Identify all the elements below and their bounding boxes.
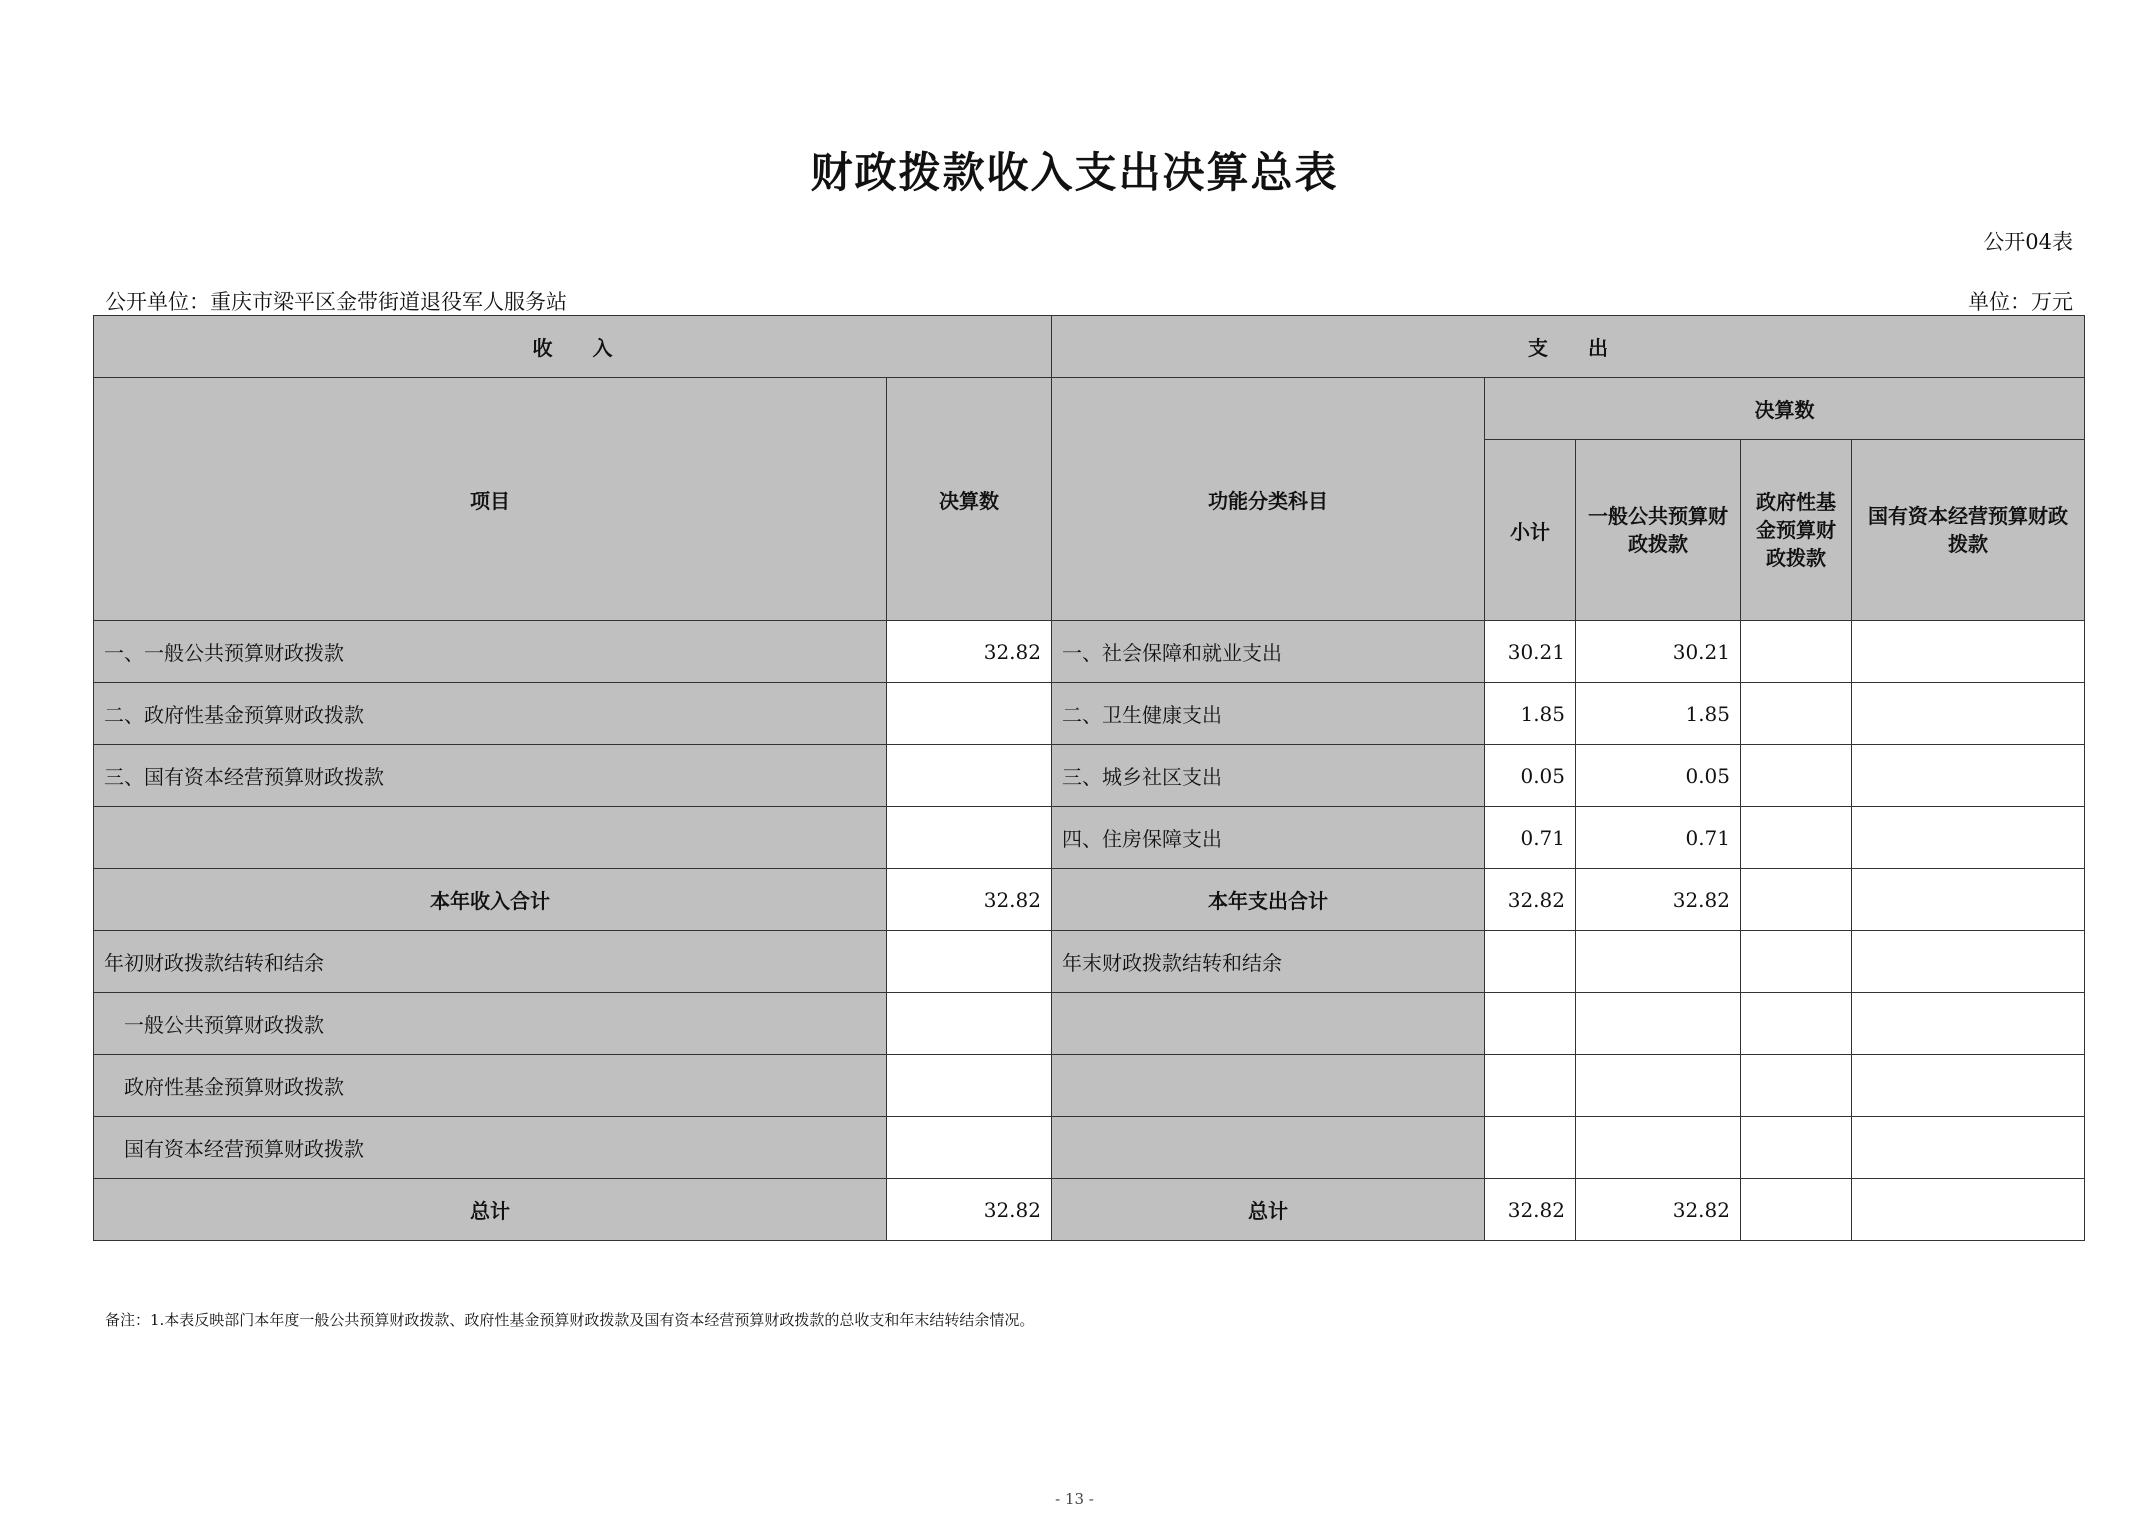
gov-fund-value bbox=[1741, 745, 1852, 807]
final-amount-header: 决算数 bbox=[1485, 378, 2085, 440]
table-row bbox=[94, 807, 2085, 869]
page-title: 财政拨款收入支出决算总表 bbox=[810, 148, 1339, 197]
general-value: 32.82 bbox=[1576, 869, 1741, 931]
table-row bbox=[94, 745, 2085, 807]
expense-item: 本年支出合计 bbox=[1052, 869, 1485, 931]
gov-fund-value bbox=[1741, 1055, 1852, 1117]
function-column-header: 功能分类科目 bbox=[1052, 378, 1485, 621]
form-number: 公开04表 bbox=[1983, 230, 2073, 254]
income-item bbox=[94, 807, 887, 869]
income-amount bbox=[887, 1055, 1052, 1117]
general-value: 32.82 bbox=[1576, 1179, 1741, 1241]
table-row bbox=[94, 1055, 2085, 1117]
gov-fund-value bbox=[1741, 807, 1852, 869]
general-value bbox=[1576, 1055, 1741, 1117]
income-item: 三、国有资本经营预算财政拨款 bbox=[94, 745, 887, 807]
table-row bbox=[94, 621, 2085, 683]
expense-item: 一、社会保障和就业支出 bbox=[1052, 621, 1485, 683]
income-amount: 32.82 bbox=[887, 1179, 1052, 1241]
general-value: 0.05 bbox=[1576, 745, 1741, 807]
income-amount bbox=[887, 807, 1052, 869]
state-capital-value bbox=[1852, 993, 2085, 1055]
appropriation-summary-table bbox=[93, 315, 2085, 1241]
table-row bbox=[94, 1117, 2085, 1179]
subtotal-value: 32.82 bbox=[1485, 869, 1576, 931]
gov-fund-value bbox=[1741, 1179, 1852, 1241]
subtotal-value bbox=[1485, 1055, 1576, 1117]
expense-item: 年末财政拨款结转和结余 bbox=[1052, 931, 1485, 993]
subtotal-value bbox=[1485, 993, 1576, 1055]
general-value bbox=[1576, 993, 1741, 1055]
income-amount bbox=[887, 993, 1052, 1055]
general-value bbox=[1576, 1117, 1741, 1179]
state-capital-value bbox=[1852, 931, 2085, 993]
income-item: 年初财政拨款结转和结余 bbox=[94, 931, 887, 993]
income-amount: 32.82 bbox=[887, 621, 1052, 683]
currency-unit: 单位：万元 bbox=[1968, 290, 2073, 314]
amount-column-header: 决算数 bbox=[887, 378, 1052, 621]
annual-total-row bbox=[94, 869, 2085, 931]
reporting-unit: 公开单位：重庆市梁平区金带街道退役军人服务站 bbox=[105, 290, 567, 314]
expense-header: 支 出 bbox=[1052, 316, 2085, 378]
income-amount bbox=[887, 1117, 1052, 1179]
general-value bbox=[1576, 931, 1741, 993]
state-capital-column-header: 国有资本经营预算财政拨款 bbox=[1852, 440, 2085, 621]
income-item: 一般公共预算财政拨款 bbox=[94, 993, 887, 1055]
income-item: 政府性基金预算财政拨款 bbox=[94, 1055, 887, 1117]
gov-fund-value bbox=[1741, 931, 1852, 993]
gov-fund-value bbox=[1741, 683, 1852, 745]
income-amount bbox=[887, 683, 1052, 745]
subtotal-value: 32.82 bbox=[1485, 1179, 1576, 1241]
subtotal-value: 0.71 bbox=[1485, 807, 1576, 869]
income-item: 国有资本经营预算财政拨款 bbox=[94, 1117, 887, 1179]
state-capital-value bbox=[1852, 621, 2085, 683]
page-number: - 13 - bbox=[1055, 1490, 1094, 1508]
item-column-header: 项目 bbox=[94, 378, 887, 621]
gov-fund-value bbox=[1741, 993, 1852, 1055]
state-capital-value bbox=[1852, 1055, 2085, 1117]
expense-item bbox=[1052, 1055, 1485, 1117]
income-amount: 32.82 bbox=[887, 869, 1052, 931]
expense-item: 三、城乡社区支出 bbox=[1052, 745, 1485, 807]
general-value: 30.21 bbox=[1576, 621, 1741, 683]
table-row bbox=[94, 931, 2085, 993]
subtotal-value: 1.85 bbox=[1485, 683, 1576, 745]
income-item: 本年收入合计 bbox=[94, 869, 887, 931]
income-item: 一、一般公共预算财政拨款 bbox=[94, 621, 887, 683]
subtotal-value: 30.21 bbox=[1485, 621, 1576, 683]
income-item: 总计 bbox=[94, 1179, 887, 1241]
subtotal-value: 0.05 bbox=[1485, 745, 1576, 807]
subtotal-value bbox=[1485, 1117, 1576, 1179]
income-item: 二、政府性基金预算财政拨款 bbox=[94, 683, 887, 745]
gov-fund-column-header: 政府性基金预算财政拨款 bbox=[1741, 440, 1852, 621]
expense-item: 总计 bbox=[1052, 1179, 1485, 1241]
table-note: 备注：1.本表反映部门本年度一般公共预算财政拨款、政府性基金预算财政拨款及国有资本经营预算财政拨款的总收支和年末结转结余情况。 bbox=[105, 1311, 1035, 1329]
state-capital-value bbox=[1852, 1117, 2085, 1179]
income-amount bbox=[887, 745, 1052, 807]
expense-item bbox=[1052, 993, 1485, 1055]
subtotal-value bbox=[1485, 931, 1576, 993]
grand-total-row bbox=[94, 1179, 2085, 1241]
income-header: 收 入 bbox=[94, 316, 1052, 378]
expense-item bbox=[1052, 1117, 1485, 1179]
table-row bbox=[94, 993, 2085, 1055]
gov-fund-value bbox=[1741, 621, 1852, 683]
income-amount bbox=[887, 931, 1052, 993]
general-budget-column-header: 一般公共预算财政拨款 bbox=[1576, 440, 1741, 621]
gov-fund-value bbox=[1741, 869, 1852, 931]
expense-item: 二、卫生健康支出 bbox=[1052, 683, 1485, 745]
state-capital-value bbox=[1852, 683, 2085, 745]
general-value: 1.85 bbox=[1576, 683, 1741, 745]
state-capital-value bbox=[1852, 1179, 2085, 1241]
gov-fund-value bbox=[1741, 1117, 1852, 1179]
table-row bbox=[94, 683, 2085, 745]
subtotal-column-header: 小计 bbox=[1485, 440, 1576, 621]
state-capital-value bbox=[1852, 869, 2085, 931]
expense-item: 四、住房保障支出 bbox=[1052, 807, 1485, 869]
general-value: 0.71 bbox=[1576, 807, 1741, 869]
state-capital-value bbox=[1852, 745, 2085, 807]
state-capital-value bbox=[1852, 807, 2085, 869]
